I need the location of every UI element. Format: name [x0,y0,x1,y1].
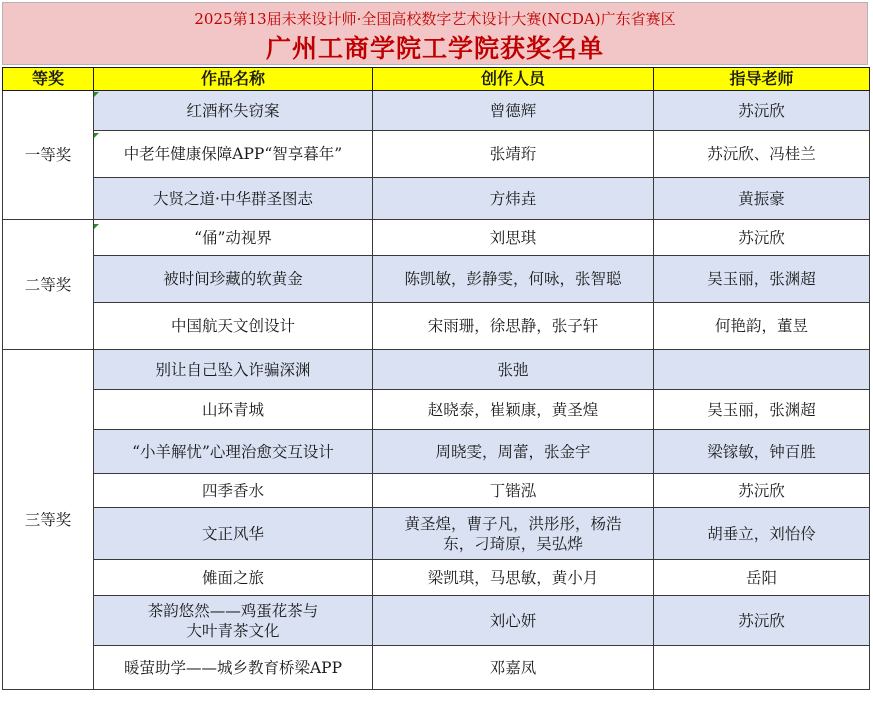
advisors-cell: 吴玉丽，张渊超 [654,256,870,303]
table-row [3,596,870,646]
advisors-cell: 苏沅欣、冯桂兰 [654,131,870,178]
advisors-cell: 吴玉丽，张渊超 [654,390,870,430]
creators-line: 东，刁琦原，吴弘烨 [443,534,583,553]
creators-cell: 刘心妍 [373,596,654,646]
work-title: 四季香水 [94,474,373,508]
cell-comment-marker [94,133,99,138]
work-title: 红酒杯失窃案 [94,91,373,131]
award-table [2,67,870,690]
advisors-cell: 黄振豪 [654,178,870,220]
creators-cell: 赵晓泰，崔颖康，黄圣煌 [373,390,654,430]
work-title: “小羊解忧”心理治愈交互设计 [94,430,373,474]
column-header-work: 作品名称 [94,68,373,91]
work-title: 中老年健康保障APP“智享暮年” [94,131,373,178]
advisors-cell: 苏沅欣 [654,91,870,131]
creators-cell: 宋雨珊，徐思静，张子轩 [373,303,654,350]
table-row [3,646,870,690]
award-level-second: 二等奖 [3,220,94,350]
advisors-cell: 胡垂立，刘怡伶 [654,508,870,560]
table-row [3,91,870,131]
table-row [3,560,870,596]
table-row [3,303,870,350]
award-level-first: 一等奖 [3,91,94,220]
table-row [3,508,870,560]
creators-cell [373,508,654,560]
advisors-cell: 何艳韵，董昱 [654,303,870,350]
creators-cell: 刘思琪 [373,220,654,256]
cell-comment-marker [94,224,99,229]
work-title: 文正风华 [94,508,373,560]
table-row [3,390,870,430]
creators-cell: 张弛 [373,350,654,390]
advisors-cell: 苏沅欣 [654,596,870,646]
table-row [3,350,870,390]
work-title: 中国航天文创设计 [94,303,373,350]
creators-cell: 丁锴泓 [373,474,654,508]
award-level-third: 三等奖 [3,350,94,690]
column-header-level: 等奖 [3,68,94,91]
work-title: 大贤之道·中华群圣图志 [94,178,373,220]
work-title-line: 大叶青茶文化 [186,621,280,640]
work-title: 傩面之旅 [94,560,373,596]
sheet-header [2,2,868,65]
creators-cell: 邓嘉凤 [373,646,654,690]
work-title: 山环青城 [94,390,373,430]
table-row [3,256,870,303]
advisors-cell: 苏沅欣 [654,220,870,256]
advisors-cell [654,646,870,690]
work-title: 被时间珍藏的软黄金 [94,256,373,303]
advisors-cell [654,350,870,390]
creators-cell: 陈凯敏，彭静雯，何咏，张智聪 [373,256,654,303]
work-title [94,596,373,646]
creators-cell: 曾德辉 [373,91,654,131]
cell-comment-marker [94,92,99,97]
work-title-line: 茶韵悠然——鸡蛋花茶与 [147,601,319,620]
work-title: “俑”动视界 [94,220,373,256]
column-header-creators: 创作人员 [373,68,654,91]
creators-cell: 周晓雯，周蕾，张金宇 [373,430,654,474]
column-header-advisors: 指导老师 [654,68,870,91]
table-row [3,131,870,178]
creators-line: 黄圣煌，曹子凡，洪彤彤，杨浩 [404,514,622,533]
creators-cell: 梁凯琪，马思敏，黄小月 [373,560,654,596]
creators-cell: 方炜垚 [373,178,654,220]
advisors-cell: 梁镓敏，钟百胜 [654,430,870,474]
creators-cell: 张靖珩 [373,131,654,178]
table-row [3,220,870,256]
award-list-title: 广州工商学院工学院获奖名单 [265,34,604,63]
competition-subtitle: 2025第13届未来设计师·全国高校数字艺术设计大赛(NCDA)广东省赛区 [194,10,676,28]
table-row [3,178,870,220]
column-header-row [3,68,870,91]
advisors-cell: 苏沅欣 [654,474,870,508]
work-title: 暖萤助学——城乡教育桥梁APP [94,646,373,690]
table-row [3,430,870,474]
work-title: 别让自己坠入诈骗深渊 [94,350,373,390]
advisors-cell: 岳阳 [654,560,870,596]
table-row [3,474,870,508]
